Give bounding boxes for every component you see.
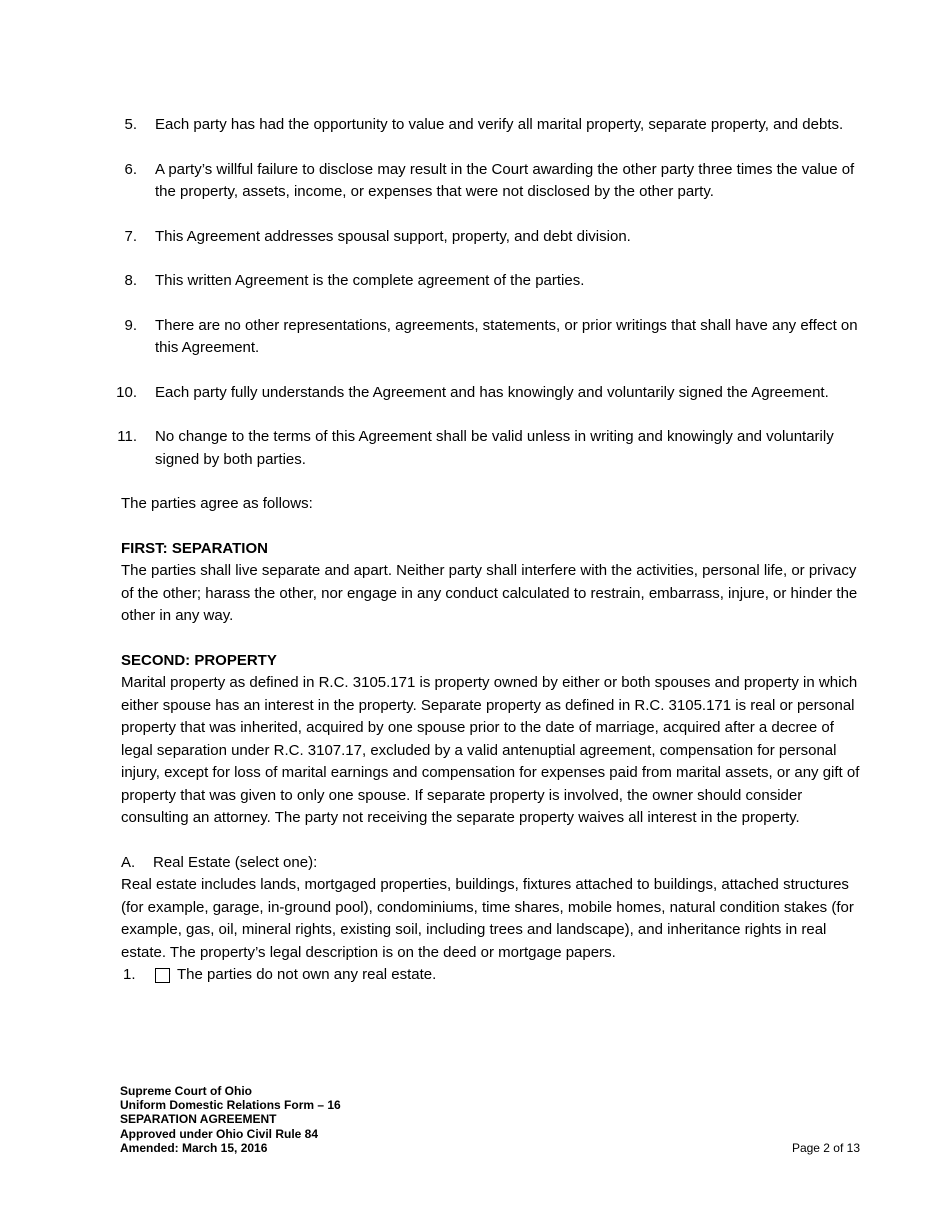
subsection-title: Real Estate (select one): [153, 853, 318, 871]
section-body-first: The parties shall live separate and apart. Neither party shall interfere with the activities, personal life, or privacy of the other; harass the other, nor engage in any conduct calculated to restrain, embarrass, injure, or hinder the other in any way. [121, 562, 858, 624]
list-item-7 [121, 226, 861, 249]
list-number: 7. [124, 227, 137, 245]
real-estate-option-1 [123, 964, 861, 987]
section-body-second: Marital property as defined in R.C. 3105.171 is property owned by either or both spouses and property in which either spouse has an interest in the property. Separate property as defined in R.C. 3105.171 is real or personal property that was inherited, acquired by one spouse prior to the date of marriage, acquired after a decree of legal separation under R.C. 3107.17, excluded by a valid antenuptial agreement, compensation for personal injury, except for loss of marital earnings and compensation for expenses paid from marital assets, or any gift of property that was given to only one spouse. If separate property is involved, the owner should consider consulting an attorney. The party not receiving the separate property waives all interest in the property. [121, 674, 860, 826]
section-heading-second: SECOND: PROPERTY [121, 651, 277, 669]
footer-line: SEPARATION AGREEMENT [120, 1112, 277, 1127]
list-text: No change to the terms of this Agreement shall be valid unless in writing and knowingly and voluntarily signed by both parties. [155, 428, 834, 468]
list-text: A party’s willful failure to disclose may result in the Court awarding the other party three times the value of the property, assets, income, or expenses that were not disclosed by the other party. [155, 160, 855, 200]
list-number: 5. [124, 116, 137, 133]
list-number: 9. [124, 316, 137, 334]
section-heading-first: FIRST: SEPARATION [121, 539, 268, 557]
no-real-estate-checkbox[interactable] [155, 968, 170, 983]
footer-line: Amended: March 15, 2016 [120, 1140, 268, 1155]
page-number: Page 2 of 13 [791, 1141, 860, 1155]
option-number: 1. [123, 966, 136, 983]
list-number: 6. [124, 160, 137, 178]
list-item-11 [117, 426, 861, 471]
list-item-10 [116, 382, 861, 405]
list-text: This written Agreement is the complete agreement of the parties. [155, 272, 585, 289]
option-label: The parties do not own any real estate. [177, 966, 437, 983]
list-item-5 [121, 114, 861, 137]
footer-line: Supreme Court of Ohio [120, 1084, 252, 1098]
intro-text: The parties agree as follows: [121, 495, 313, 512]
footer-line: Approved under Ohio Civil Rule 84 [120, 1126, 319, 1141]
form-footer [120, 1084, 341, 1155]
list-item-8 [121, 270, 861, 293]
real-estate-description: Real estate includes lands, mortgaged properties, buildings, fixtures attached to buildings, attached structures (for example, garage, in-ground pool), condominiums, time shares, mobile homes, natural condition stakes (for example, gas, oil, mineral rights, existing soil, including trees and landscape), and inheritance rights in real estate. The property’s legal description is on the deed or mortgage papers. [121, 876, 854, 961]
list-number: 8. [124, 272, 137, 289]
list-item-6 [121, 159, 861, 204]
subsection-real-estate [121, 852, 861, 875]
page-content [116, 114, 861, 987]
list-text: This Agreement addresses spousal support, property, and debt division. [155, 227, 631, 245]
subsection-letter: A. [121, 853, 136, 871]
list-number: 10. [116, 383, 137, 401]
list-number: 11. [117, 428, 137, 445]
list-text: Each party fully understands the Agreement and has knowingly and voluntarily signed the Agreement. [155, 383, 829, 401]
list-text: Each party has had the opportunity to value and verify all marital property, separate property, and debts. [155, 116, 844, 133]
list-item-9 [121, 315, 861, 360]
list-text: There are no other representations, agreements, statements, or prior writings that shall have any effect on this Agreement. [155, 316, 858, 356]
footer-line: Uniform Domestic Relations Form – 16 [120, 1098, 341, 1113]
